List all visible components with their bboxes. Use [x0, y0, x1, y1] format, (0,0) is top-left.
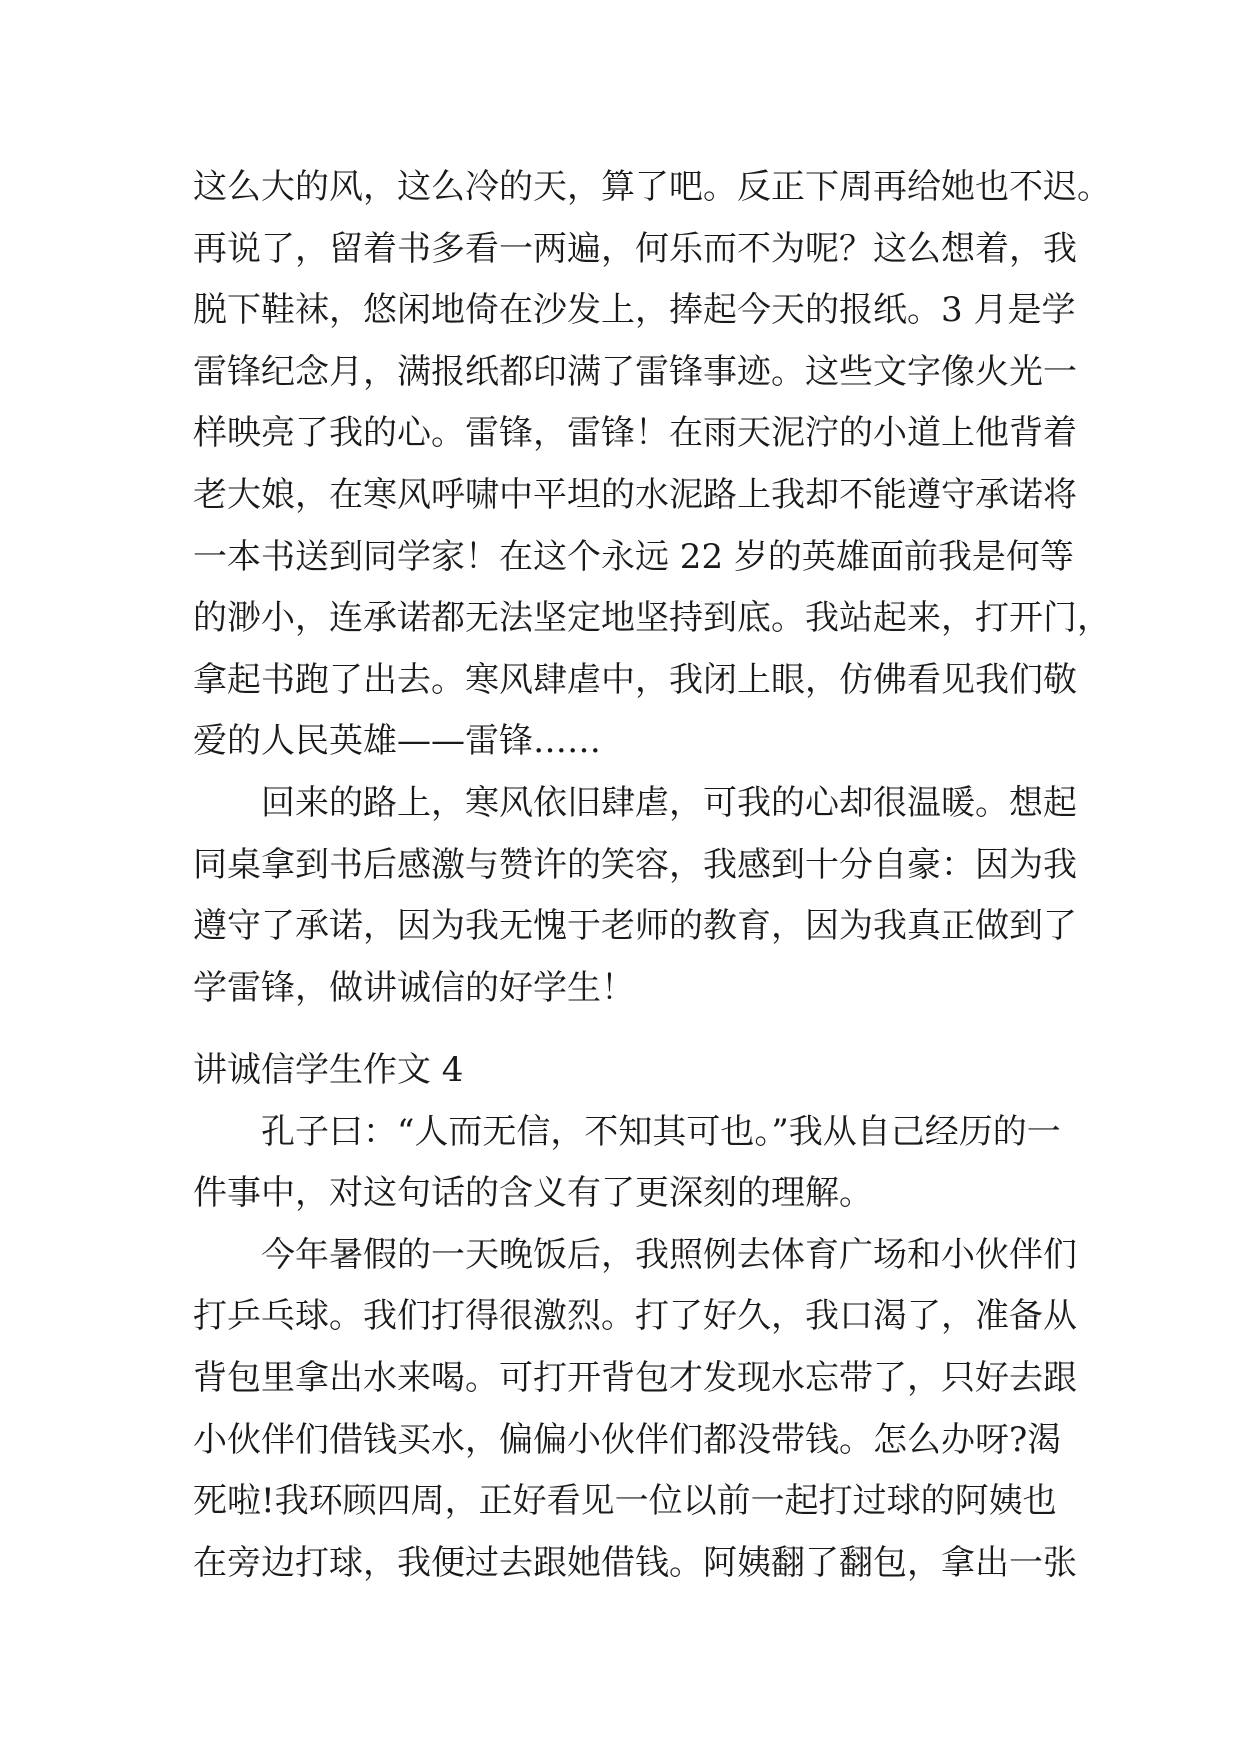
text-line: 在旁边打球，我便过去跟她借钱。阿姨翻了翻包，拿出一张: [193, 1542, 1077, 1583]
text-line: 学雷锋，做讲诚信的好学生！: [193, 967, 635, 1008]
text-line: 样映亮了我的心。雷锋，雷锋！在雨天泥泞的小道上他背着: [193, 413, 1077, 454]
paragraph-leifeng-story: [193, 157, 1111, 773]
text-line: 死啦!我环顾四周，正好看见一位以前一起打过球的阿姨也: [193, 1481, 1057, 1522]
text-line: 老大娘，在寒风呼啸中平坦的水泥路上我却不能遵守承诺将: [193, 474, 1077, 515]
text-line: 的渺小，连承诺都无法坚定地坚持到底。我站起来，打开门，: [193, 598, 1111, 639]
text-line: 遵守了承诺，因为我无愧于老师的教育，因为我真正做到了: [193, 906, 1077, 947]
text-line: 一本书送到同学家！在这个永远 22 岁的英雄面前我是何等: [193, 536, 1074, 577]
paragraph-return-home: [193, 773, 1077, 1019]
text-line: 再说了，留着书多看一两遍，何乐而不为呢？这么想着，我: [193, 228, 1077, 269]
text-line: 拿起书跑了出去。寒风肆虐中，我闭上眼，仿佛看见我们敬: [193, 659, 1077, 700]
text-line: 打乒乓球。我们打得很激烈。打了好久，我口渴了，准备从: [193, 1296, 1077, 1337]
text-line: 背包里拿出水来喝。可打开背包才发现水忘带了，只好去跟: [193, 1357, 1077, 1398]
text-line: 爱的人民英雄——雷锋……: [193, 721, 601, 762]
paragraph-summer-story: [193, 1225, 1077, 1595]
essay-heading: 讲诚信学生作文 4: [193, 1050, 464, 1090]
text-line: 脱下鞋袜，悠闲地倚在沙发上，捧起今天的报纸。3 月是学: [193, 290, 1076, 331]
text-line: 小伙伴们借钱买水，偏偏小伙伴们都没带钱。怎么办呀?渴: [193, 1419, 1062, 1460]
essay-section-4: [193, 1040, 1077, 1594]
text-line: 雷锋纪念月，满报纸都印满了雷锋事迹。这些文字像火光一: [193, 351, 1077, 392]
text-line: 今年暑假的一天晚饭后，我照例去体育广场和小伙伴们: [261, 1234, 1077, 1275]
text-line: 回来的路上，寒风依旧肆虐，可我的心却很温暖。想起: [261, 782, 1077, 823]
text-line: 这么大的风，这么冷的天，算了吧。反正下周再给她也不迟。: [193, 167, 1111, 207]
text-line: 孔子曰：“人而无信，不知其可也。”我从自己经历的一: [261, 1111, 1061, 1152]
essay-section-continued: [193, 157, 1111, 1019]
text-line: 同桌拿到书后感激与赞许的笑容，我感到十分自豪：因为我: [193, 844, 1077, 885]
text-line: 件事中，对这句话的含义有了更深刻的理解。: [193, 1173, 873, 1214]
paragraph-confucius-quote: [193, 1102, 1061, 1225]
